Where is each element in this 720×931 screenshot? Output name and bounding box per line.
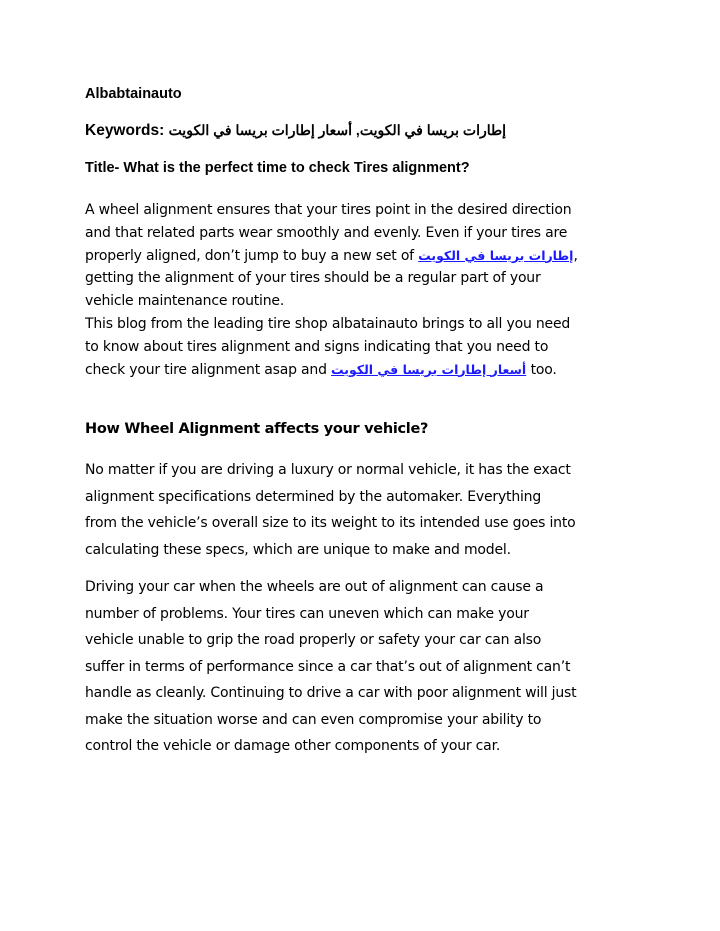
paragraph-line: make the situation worse and can even compromise your ability to xyxy=(85,711,542,728)
intro-line: This blog from the leading tire shop albatainauto brings to all you need xyxy=(85,315,571,332)
site-name: Albabtainauto xyxy=(85,86,182,102)
intro-line xyxy=(85,359,645,382)
paragraph-line: alignment specifications determined by the automaker. Everything xyxy=(85,488,542,505)
intro-line: and that related parts wear smoothly and evenly. Even if your tires are xyxy=(85,224,568,241)
document-title: Title- What is the perfect time to check Tires alignment? xyxy=(85,160,470,176)
brisa-tire-prices-link[interactable]: أسعار إطارات بريسا في الكويت xyxy=(331,361,527,377)
intro-line: to know about tires alignment and signs indicating that you need to xyxy=(85,338,549,355)
keywords-value: إطارات بريسا في الكويت, أسعار إطارات بريسا في الكويت xyxy=(168,122,507,138)
intro-text: too. xyxy=(526,361,557,378)
intro-text: properly aligned, don’t jump to buy a new set of xyxy=(85,247,419,264)
intro-text: check your tire alignment asap and xyxy=(85,361,332,378)
paragraph-line: handle as cleanly. Continuing to drive a car with poor alignment will just xyxy=(85,685,577,701)
keywords-line xyxy=(85,122,506,140)
intro-paragraph xyxy=(85,199,645,381)
paragraph-line: calculating these specs, which are unique to make and model. xyxy=(85,541,511,558)
intro-line: vehicle maintenance routine. xyxy=(85,293,285,310)
paragraph-line: Driving your car when the wheels are out of alignment can cause a xyxy=(85,579,544,595)
paragraph-line: control the vehicle or damage other components of your car. xyxy=(85,738,501,754)
paragraph-line: number of problems. Your tires can uneven which can make your xyxy=(85,605,529,622)
intro-text: , xyxy=(573,247,578,264)
paragraph-line: from the vehicle’s overall size to its weight to its intended use goes into xyxy=(85,515,576,531)
paragraph-misalignment-problems xyxy=(85,574,645,760)
intro-line: getting the alignment of your tires should be a regular part of your xyxy=(85,270,541,287)
section-heading: How Wheel Alignment affects your vehicle? xyxy=(85,421,429,437)
brisa-tires-kuwait-link[interactable]: إطارات بريسا في الكويت xyxy=(418,247,574,263)
paragraph-line: suffer in terms of performance since a car that’s out of alignment can’t xyxy=(85,658,571,675)
intro-line xyxy=(85,245,645,268)
keywords-label: Keywords: xyxy=(85,122,165,139)
paragraph-line: vehicle unable to grip the road properly or safety your car can also xyxy=(85,632,542,648)
intro-line: A wheel alignment ensures that your tires point in the desired direction xyxy=(85,202,572,218)
paragraph-alignment-specs xyxy=(85,457,645,563)
paragraph-line: No matter if you are driving a luxury or normal vehicle, it has the exact xyxy=(85,462,571,478)
